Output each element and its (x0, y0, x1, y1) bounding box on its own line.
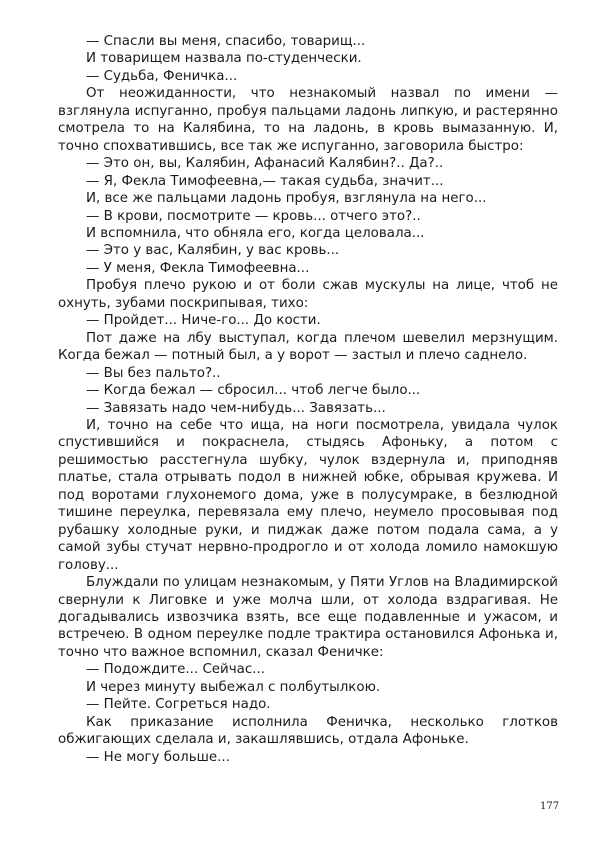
paragraph: И через минуту выбежал с полбутылкою. (86, 679, 381, 695)
paragraph: — Пройдет... Ниче-го... До кости. (86, 313, 321, 329)
paragraph: И, точно на себе что ища, на ноги посмотрела, увидала чулок спустившийся и покраснела, стыдясь Афоньку, а потом с решимостью расстегнула шубку, чулок вздернула и, приподняв платье, стала отрывать подол в нижней юбке, обрывая кружева. И под воротами глухонемого дома, уже в полусумраке, в безлюдной тишине переулка, перевязала ему плечо, неумело просовывая под рубашку холодные руки, и пиджак даже потом подала сама, а у самой зубы стучат нервно-продрогло и от холода ломило намокшую голову... (58, 417, 558, 573)
page-body (58, 33, 558, 766)
paragraph: Блуждали по улицам незнакомым, у Пяти Углов на Владимирской свернули к Лиговке и уже молча шли, от холода вздрагивая. Не догадывались извозчика взять, все еще подавленные и ужасом, и встречею. В одном переулке подле трактира остановился Афонька и, точно что важное вспомнил, сказал Феничке: (58, 575, 558, 660)
page-number: 177 (540, 801, 560, 812)
paragraph: Как приказание исполнила Феничка, несколько глотков обжигающих сделала и, закашлявшись, отдала Афоньке. (58, 714, 558, 748)
paragraph: — Судьба, Феничка... (86, 68, 238, 84)
paragraph: — В крови, посмотрите — кровь... отчего это?.. (86, 208, 421, 224)
paragraph: От неожиданности, что незнакомый назвал по имени — взглянула испуганно, пробуя пальцами ладонь липкую, и растерянно смотрела то на Калябина, то на ладонь, в кровь вымазанную. И, точно спохватившись, все так же испуганно, заговорила быстро: (58, 86, 558, 154)
paragraph: — Это у вас, Калябин, у вас кровь... (86, 243, 340, 259)
paragraph: — Завязать надо чем-нибудь... Завязать... (86, 400, 386, 416)
paragraph: — Когда бежал — сбросил... чтоб легче было... (86, 383, 421, 399)
paragraph: — Это он, вы, Калябин, Афанасий Калябин?.. Да?.. (86, 156, 444, 172)
paragraph: — Не могу больше... (86, 749, 230, 765)
paragraph: — Пейте. Согреться надо. (86, 697, 271, 713)
paragraph: — Спасли вы меня, спасибо, товарищ... (86, 34, 366, 49)
paragraph: Пробуя плечо рукою и от боли сжав мускулы на лице, чтоб не охнуть, зубами поскрипывая, тихо: (58, 278, 558, 311)
paragraph: — Я, Фекла Тимофеевна,— такая судьба, значит... (86, 173, 444, 189)
paragraph: — У меня, Фекла Тимофеевна... (86, 260, 310, 276)
paragraph: — Вы без пальто?.. (86, 365, 221, 381)
paragraph: И товарищем назвала по-студенчески. (86, 51, 362, 67)
paragraph: Пот даже на лбу выступал, когда плечом шевелил мерзнущим. Когда бежал — потный был, а у ворот — застыл и плечо саднело. (58, 330, 558, 364)
paragraph: — Подождите... Сейчас... (86, 662, 265, 678)
paragraph: И, все же пальцами ладонь пробуя, взглянула на него... (86, 191, 487, 207)
paragraph: И вспомнила, что обняла его, когда целовала... (86, 225, 425, 241)
